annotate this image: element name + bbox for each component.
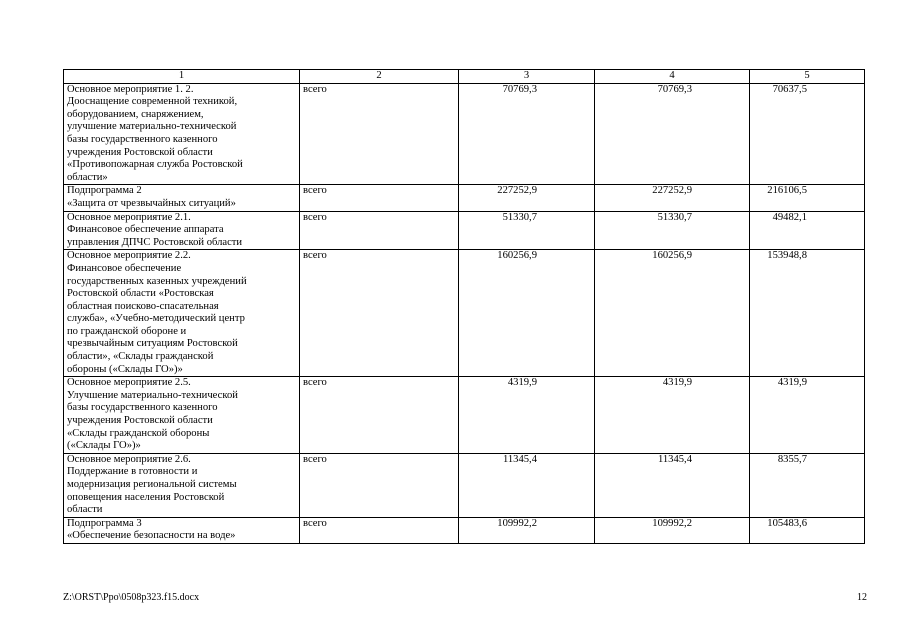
value-col4-cell: 227252,9 <box>595 185 750 211</box>
row-type-cell: всего <box>300 185 459 211</box>
value-col3-cell: 51330,7 <box>459 211 595 250</box>
value-col4-cell: 160256,9 <box>595 250 750 377</box>
budget-table <box>63 69 865 544</box>
table-row <box>64 211 865 250</box>
row-type-cell: всего <box>300 83 459 185</box>
row-type-cell: всего <box>300 211 459 250</box>
value-col5-cell: 8355,7 <box>750 453 865 517</box>
row-type-cell: всего <box>300 250 459 377</box>
table-row <box>64 517 865 543</box>
value-col5-cell: 49482,1 <box>750 211 865 250</box>
column-header: 2 <box>300 70 459 84</box>
value-col4-cell: 70769,3 <box>595 83 750 185</box>
table-row <box>64 453 865 517</box>
column-header: 1 <box>64 70 300 84</box>
value-col5-cell: 153948,8 <box>750 250 865 377</box>
row-type-cell: всего <box>300 517 459 543</box>
value-col4-cell: 11345,4 <box>595 453 750 517</box>
value-col3-cell: 227252,9 <box>459 185 595 211</box>
table-body <box>64 83 865 543</box>
value-col3-cell: 4319,9 <box>459 377 595 454</box>
value-col5-cell: 216106,5 <box>750 185 865 211</box>
table-header <box>64 70 865 84</box>
value-col3-cell: 70769,3 <box>459 83 595 185</box>
value-col5-cell: 4319,9 <box>750 377 865 454</box>
row-name-cell: Основное мероприятие 2.2. Финансовое обеспечение государственных казенных учреждений Ростовской области «Ростовская областная поисково-спасательная служба», «Учебно-методический центр по гражданской обороне и чрезвычайным ситуациям Ростовской области», «Склады гражданской обороны («Склады ГО»)» <box>64 250 300 377</box>
column-header: 4 <box>595 70 750 84</box>
table-row <box>64 83 865 185</box>
row-name-cell: Основное мероприятие 2.1. Финансовое обеспечение аппарата управления ДПЧС Ростовской области <box>64 211 300 250</box>
row-name-cell: Подпрограмма 3 «Обеспечение безопасности на воде» <box>64 517 300 543</box>
row-name-cell: Основное мероприятие 1. 2. Дооснащение современной техникой, оборудованием, снаряжением, улучшение материально-технической базы государственного казенного учреждения Ростовской области «Противопожарная служба Ростовской области» <box>64 83 300 185</box>
value-col4-cell: 4319,9 <box>595 377 750 454</box>
row-type-cell: всего <box>300 453 459 517</box>
table-row <box>64 185 865 211</box>
row-name-cell: Основное мероприятие 2.5. Улучшение материально-технической базы государственного казенного учреждения Ростовской области «Склады гражданской обороны («Склады ГО»)» <box>64 377 300 454</box>
value-col5-cell: 70637,5 <box>750 83 865 185</box>
row-type-cell: всего <box>300 377 459 454</box>
table-row <box>64 377 865 454</box>
row-name-cell: Подпрограмма 2 «Защита от чрезвычайных ситуаций» <box>64 185 300 211</box>
page-number: 12 <box>857 592 867 603</box>
table-row <box>64 250 865 377</box>
file-path: Z:\ORST\Ppo\0508p323.f15.docx <box>63 592 200 603</box>
column-header: 5 <box>750 70 865 84</box>
value-col3-cell: 160256,9 <box>459 250 595 377</box>
column-header: 3 <box>459 70 595 84</box>
value-col4-cell: 109992,2 <box>595 517 750 543</box>
value-col5-cell: 105483,6 <box>750 517 865 543</box>
value-col4-cell: 51330,7 <box>595 211 750 250</box>
value-col3-cell: 109992,2 <box>459 517 595 543</box>
value-col3-cell: 11345,4 <box>459 453 595 517</box>
row-name-cell: Основное мероприятие 2.6. Поддержание в готовности и модернизация региональной системы оповещения населения Ростовской области <box>64 453 300 517</box>
